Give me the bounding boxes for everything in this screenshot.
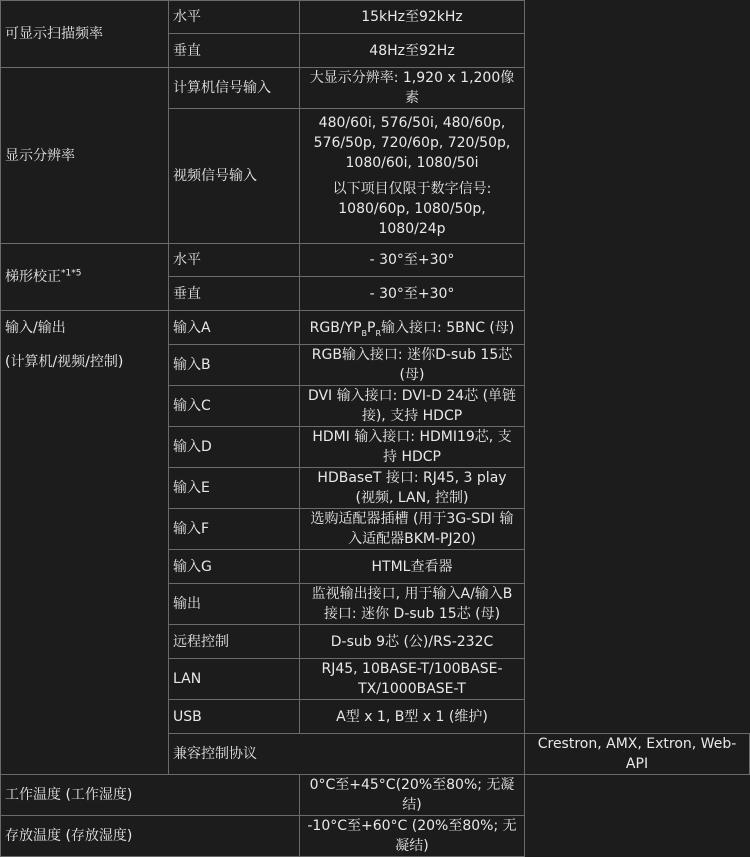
remote-label: 远程控制 <box>169 625 300 659</box>
input-g-value: HTML查看器 <box>300 550 525 584</box>
table-row <box>1 775 750 816</box>
input-b-value: RGB输入接口: 迷你D-sub 15芯(母) <box>300 345 525 386</box>
table-row <box>1 816 750 857</box>
keystone-label-text: 梯形校正 <box>5 269 61 285</box>
usb-label: USB <box>169 700 300 734</box>
input-a-value-pre: RGB/YP <box>309 319 362 336</box>
keystone-vertical-value: - 30°至+30° <box>300 277 525 311</box>
input-e-value: HDBaseT 接口: RJ45, 3 play (视频, LAN, 控制) <box>300 468 525 509</box>
io-label-line2: (计算机/视频/控制) <box>1 345 169 775</box>
lan-value: RJ45, 10BASE-T/100BASE-TX/1000BASE-T <box>300 659 525 700</box>
input-a-value-sub2: R <box>375 328 382 338</box>
io-label-line1: 输入/输出 <box>1 311 169 345</box>
input-f-value: 选购适配器插槽 (用于3G-SDI 输入适配器BKM-PJ20) <box>300 509 525 550</box>
scan-horizontal-label: 水平 <box>169 1 300 34</box>
input-e-label: 输入E <box>169 468 300 509</box>
scan-horizontal-value: 15kHz至92kHz <box>300 1 525 34</box>
input-a-value <box>300 311 525 345</box>
usb-value: A型 x 1, B型 x 1 (维护) <box>300 700 525 734</box>
resolution-video-line1: 480/60i, 576/50i, 480/60p, 576/50p, 720/60p, 720/50p, <box>313 115 511 151</box>
input-d-label: 输入D <box>169 427 300 468</box>
operating-temp-label: 工作温度 (工作湿度) <box>1 775 300 816</box>
resolution-label: 显示分辨率 <box>1 68 169 244</box>
operating-temp-value: 0°C至+45°C(20%至80%; 无凝结) <box>300 775 525 816</box>
keystone-vertical-label: 垂直 <box>169 277 300 311</box>
output-value: 监视输出接口, 用于输入A/输入B接口: 迷你 D-sub 15芯 (母) <box>300 584 525 625</box>
scan-frequency-label: 可显示扫描频率 <box>1 1 169 68</box>
input-a-label: 输入A <box>169 311 300 345</box>
remote-value: D-sub 9芯 (公)/RS-232C <box>300 625 525 659</box>
scan-vertical-label: 垂直 <box>169 34 300 68</box>
input-g-label: 输入G <box>169 550 300 584</box>
storage-temp-label: 存放温度 (存放湿度) <box>1 816 300 857</box>
keystone-horizontal-label: 水平 <box>169 244 300 277</box>
input-d-value: HDMI 输入接口: HDMI19芯, 支持 HDCP <box>300 427 525 468</box>
output-label: 输出 <box>169 584 300 625</box>
resolution-video-label: 视频信号输入 <box>169 109 300 244</box>
input-f-label: 输入F <box>169 509 300 550</box>
protocol-label: 兼容控制协议 <box>169 734 525 775</box>
keystone-label <box>1 244 169 311</box>
keystone-horizontal-value: - 30°至+30° <box>300 244 525 277</box>
resolution-pc-label: 计算机信号输入 <box>169 68 300 109</box>
resolution-pc-value: 大显示分辨率: 1,920 x 1,200像素 <box>300 68 525 109</box>
resolution-video-value <box>300 109 525 244</box>
scan-vertical-value: 48Hz至92Hz <box>300 34 525 68</box>
input-a-value-mid: P <box>367 319 376 336</box>
lan-label: LAN <box>169 659 300 700</box>
protocol-value: Crestron, AMX, Extron, Web-API <box>525 734 750 775</box>
input-a-value-sub1: B <box>361 328 368 338</box>
resolution-video-line3: 以下项目仅限于数字信号: 1080/60p, 1080/50p, 1080/24p <box>332 181 492 237</box>
input-a-value-post: 输入接口: 5BNC (母) <box>381 319 515 336</box>
table-row <box>1 68 750 109</box>
table-row <box>1 1 750 34</box>
resolution-video-line2: 1080/60i, 1080/50i <box>345 155 479 171</box>
input-b-label: 输入B <box>169 345 300 386</box>
input-c-label: 输入C <box>169 386 300 427</box>
keystone-footnote: *1*5 <box>61 268 82 279</box>
table-row <box>1 244 750 277</box>
storage-temp-value: -10°C至+60°C (20%至80%; 无凝结) <box>300 816 525 857</box>
table-row <box>1 345 750 386</box>
input-c-value: DVI 输入接口: DVI-D 24芯 (单链接), 支持 HDCP <box>300 386 525 427</box>
table-row <box>1 311 750 345</box>
